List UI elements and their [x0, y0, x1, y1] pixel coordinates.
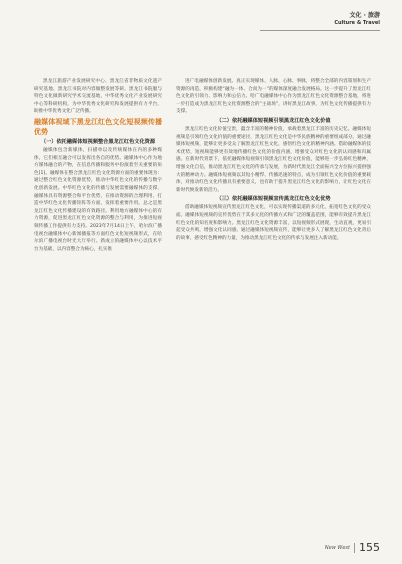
body-paragraph: 黑龙江旅游产业发展研究中心、黑龙江省非物质文化遗产研究基地、黑龙江书院对内容做整发展等研。黑龙江书院服与特色文化做新研究学术交流基地，中华优秀文化产业发展研究中心等科研机构，为中华优秀文化研究和发展提供有力平台，助推中华优秀文化广泛传播。 [34, 79, 162, 115]
body-paragraph: 借助融媒体短视频宣传黑龙江红色文化，可以实现传播渠道的多元化，拓宽红色文化的受众面。融媒体短视频的宣传优势在于其多元化的传播方式和广泛的覆盖范围，能够有效提升黑龙江红色文化的知名度和影响力。黑龙江红色文化资源丰富，以短视频形式展现，生动直观，更易引起受众共鸣，增强文化认同感。通过融媒体短视频宣传，能够让更多人了解黑龙江红色文化背后的故事，感受红色精神的力量，为推动黑龙江红色文化的传承与发展注入新动能。 [176, 205, 371, 241]
publication-name: New West [324, 544, 350, 551]
subsection-heading: （一）依托融媒体短视频整合黑龙江红色文化资源 [40, 138, 156, 145]
section-title-en: Culture & Travel [334, 20, 380, 26]
section-title-cn: 文化 · 旅游 [349, 12, 380, 19]
body-paragraph: 进广电融媒体创新发展。真正实现媒体、人脉、心脉、事脉，将整合全部的内容策划和生产资源的再造，积极构建“融为一体、合而为一”的媒体深度融合发展格局。这一步提升了黑龙江红色文化的引领力、影响力和公信力。哈广电融媒体中心作为黑龙江红色文化资源整合基地，将进一步打造成为黑龙江红色文化资源整合的“主战场”，讲好黑龙江故事，为红色文化传播提供有力支撑。 [176, 79, 371, 115]
header-rule [260, 30, 380, 31]
page-footer [325, 541, 380, 554]
subsection-heading: （二）依托融媒体短视频引领黑龙江红色文化价值 [216, 117, 331, 124]
body-paragraph: 融媒体包含新媒体，扫描单以及传统媒体在内的多种媒体，它们相互融合可以发挥出各自的优势。融媒体中心作为地方媒体融合的产物，在信息传播和服务中扮演着至关重要的角色[1]。融媒体在整合黑龙江红色文化资源方面的重要体现为：通过整合红色文化资源优势，推动中华红色文化的传播与数字化创新发展。中华红色文化的传播与发展需要融媒体的支撑，融媒体具有资源整合和平台优势，在推动资源的合理利用、打造中华红色文化传播矩阵等方面，发挥着重要作用。总之是黑龙江红色文化传播建设的有效路径。利用地方融媒体中心的有力资源，促进黑龙江红色文化资源的整合与利用，为推进短视频传播工作提供有力支持。2023年7月14日上午，哈尔滨广播电视台融媒体中心新闻播报等方面红色文化短视频形式，在哈尔滨广播电视台时光大厅举行。新成立的融媒体中心以技术平台为基础，以内容整合为核心，扎实推 [34, 147, 162, 252]
section-header [334, 12, 380, 27]
body-paragraph: 黑龙江红色文化价值宝贵，蕴含丰富的精神价值，承载着黑龙江丰富的历史记忆。融媒体短视频是引领红色文化价值的重要途径，黑龙江红色文化是中华民族精神的重要组成部分。通过融媒体短视频，能够让更多受众了解黑龙江红色文化，感悟红色文化的精神内涵。借助融媒体的技术优势，短视频能够更有效地传播红色文化的价值内涵，增强受众对红色文化的认同感和归属感。在新时代背景下，依托融媒体短视频引领黑龙江红色文化价值，能够进一步弘扬红色精神，增强文化自信，推动黑龙江红色文化的传承与发展，为新时代黑龙江全面振兴全方位振兴提供强大的精神动力。融媒体短视频以其短小精悍、传播迅速的特点，成为引领红色文化价值的重要载体，对推动红色文化传播具有重要意义，也有助于提升黑龙江红色文化的影响力，让红色文化在新时代焕发新的活力。 [176, 126, 371, 193]
subsection-heading: （三）依托融媒体短视频宣传黑龙江红色文化优势 [216, 196, 331, 203]
footer-divider [354, 543, 355, 553]
right-column [176, 78, 371, 243]
left-column [34, 78, 162, 254]
section-heading: 融媒体视域下黑龙江红色文化短视频传播优势 [34, 117, 162, 136]
page-number: 155 [359, 541, 380, 554]
